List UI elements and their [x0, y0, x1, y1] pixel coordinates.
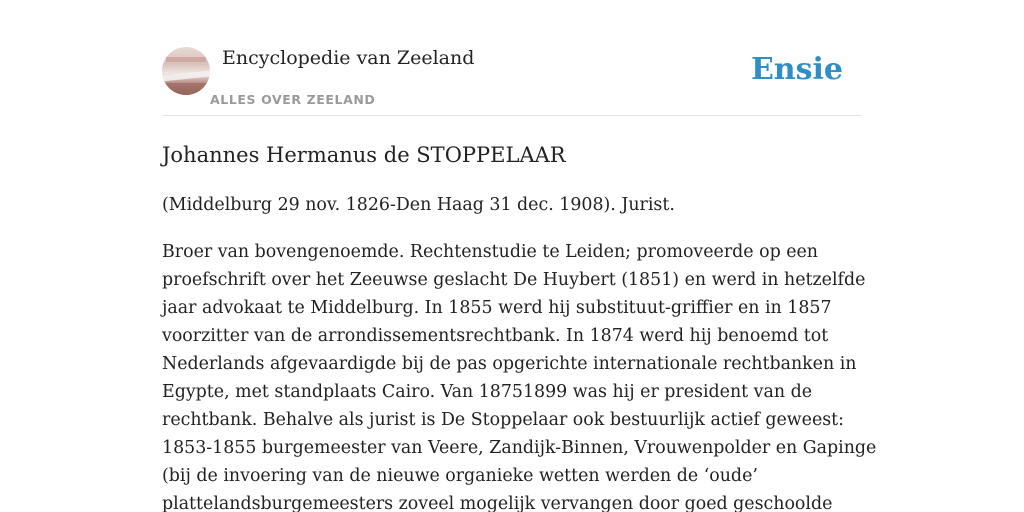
body-line: rechtbank. Behalve als jurist is De Stoppelaar ook bestuurlijk actief geweest:	[162, 410, 845, 430]
site-header	[162, 0, 862, 116]
zeeland-photo-icon[interactable]	[162, 47, 210, 95]
body-line: Nederlands afgevaardigde bij de pas opgerichte internationale rechtbanken in	[162, 354, 857, 374]
article	[162, 136, 877, 512]
site-title-link[interactable]: Encyclopedie van Zeeland	[222, 47, 475, 69]
site-tagline: ALLES OVER ZEELAND	[210, 92, 376, 107]
body-line: proefschrift over het Zeeuwse geslacht De Huybert (1851) en werd in hetzelfde	[162, 270, 866, 290]
body-line: Egypte, met standplaats Cairo. Van 18751899 was hij er president van de	[162, 382, 813, 402]
body-line: plattelandsburgemeesters zoveel mogelijk vervangen door goed geschoolde	[162, 494, 833, 512]
body-line: (bij de invoering van de nieuwe organieke wetten werden de ‘oude’	[162, 466, 758, 486]
body-line: jaar advokaat te Middelburg. In 1855 werd hij substituut-griffier en in 1857	[162, 298, 832, 318]
body-line: 1853-1855 burgemeester van Veere, Zandijk-Binnen, Vrouwenpolder en Gapinge	[162, 438, 877, 458]
article-lead: (Middelburg 29 nov. 1826-Den Haag 31 dec. 1908). Jurist.	[162, 195, 675, 215]
ensie-logo-link[interactable]: Ensie	[750, 52, 843, 87]
article-body	[162, 238, 877, 512]
body-line: voorzitter van de arrondissementsrechtbank. In 1874 werd hij benoemd tot	[162, 326, 829, 346]
article-title: Johannes Hermanus de STOPPELAAR	[162, 143, 566, 167]
body-line: Broer van bovengenoemde. Rechtenstudie te Leiden; promoveerde op een	[162, 242, 819, 262]
